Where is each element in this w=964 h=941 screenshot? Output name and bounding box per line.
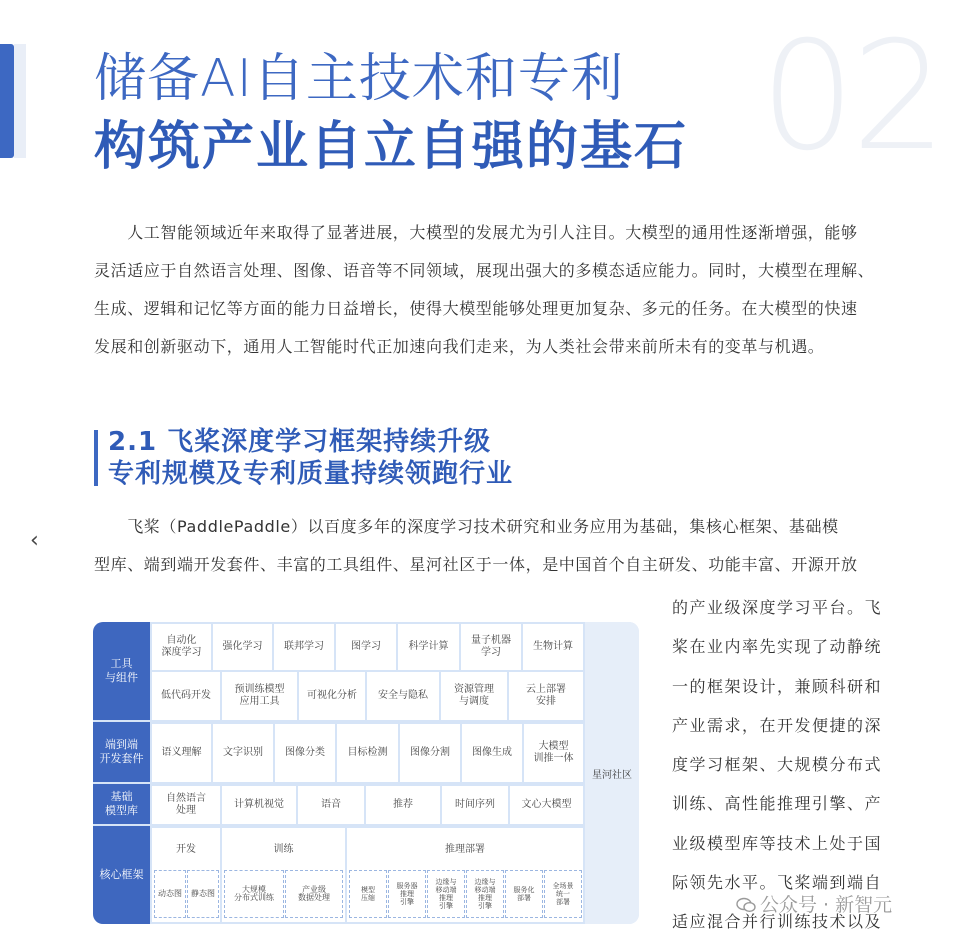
section-title bbox=[108, 426, 513, 490]
heading-line1: 储备AI自主技术和专利 bbox=[94, 49, 624, 109]
core-group-infer-label: 推理部署 bbox=[445, 844, 485, 855]
right-line: 训练、高性能推理引擎、产 bbox=[672, 794, 883, 814]
cell-kit: 图像分类 bbox=[275, 724, 335, 782]
section-paragraph bbox=[94, 508, 894, 584]
label-core: 核心框架 bbox=[93, 826, 150, 924]
cell-model: 推荐 bbox=[366, 786, 440, 824]
label-tools: 工具 与组件 bbox=[93, 622, 150, 722]
intro-line: 人工智能领域近年来取得了显著进展，大模型的发展尤为引人注目。大模型的通用性逐渐增强，能够 bbox=[94, 223, 858, 242]
core-item: 边缘与 移动端 推理 引擎 bbox=[466, 870, 504, 918]
chapter-number: 02 bbox=[760, 10, 943, 184]
back-chevron-icon[interactable]: ‹ bbox=[30, 528, 39, 553]
intro-line: 发展和创新驱动下，通用人工智能时代正加速向我们走来，为人类社会带来前所未有的变革与机遇。 bbox=[94, 337, 825, 356]
right-column-text bbox=[672, 588, 892, 941]
core-item: 产业级 数据处理 bbox=[285, 870, 343, 918]
cell-tool: 科学计算 bbox=[398, 624, 459, 670]
section-title-line1: 2.1 飞桨深度学习框架持续升级 bbox=[108, 427, 492, 457]
right-line: 际领先水平。飞桨端到端自 bbox=[672, 873, 883, 893]
cell-kit: 目标检测 bbox=[337, 724, 398, 782]
cell-model: 自然语言 处理 bbox=[152, 786, 220, 824]
chapter-accent-bar bbox=[0, 44, 14, 158]
right-line: 一的框架设计，兼顾科研和 bbox=[672, 676, 883, 696]
core-item: 动态图 bbox=[154, 870, 186, 918]
right-line: 的产业级深度学习平台。飞 bbox=[672, 598, 883, 617]
core-item: 边缘与 移动端 推理 引擎 bbox=[427, 870, 465, 918]
right-line: 桨在业内率先实现了动静统 bbox=[672, 637, 883, 657]
watermark bbox=[736, 890, 892, 917]
cell-tool: 量子机器 学习 bbox=[461, 624, 521, 670]
cell-tool: 联邦学习 bbox=[274, 624, 334, 670]
core-item: 模型 压缩 bbox=[349, 870, 387, 918]
core-item: 服务化 部署 bbox=[505, 870, 543, 918]
right-line: 适应混合并行训练技术以及 bbox=[672, 912, 883, 932]
cell-model: 语音 bbox=[298, 786, 364, 824]
cell-tool: 强化学习 bbox=[213, 624, 272, 670]
right-line: 产业需求，在开发便捷的深 bbox=[672, 715, 883, 735]
cell-tool: 低代码开发 bbox=[152, 672, 220, 720]
cell-kit: 大模型 训推一体 bbox=[524, 724, 583, 782]
intro-line: 灵活适应于自然语言处理、图像、语音等不同领域，展现出强大的多模态适应能力。同时，大模型在理解、 bbox=[94, 261, 875, 280]
right-line: 业级模型库等技术上处于国 bbox=[672, 833, 883, 853]
section-line: 型库、端到端开发套件、丰富的工具组件、星河社区于一体，是中国首个自主研发、功能丰富、开源开放 bbox=[94, 555, 858, 574]
cell-tool: 生物计算 bbox=[523, 624, 583, 670]
core-item: 大规模 分布式训练 bbox=[224, 870, 284, 918]
cell-kit: 图像生成 bbox=[462, 724, 522, 782]
label-models: 基础 模型库 bbox=[93, 784, 150, 826]
cell-tool: 安全与隐私 bbox=[367, 672, 439, 720]
heading-line2: 构筑产业自立自强的基石 bbox=[94, 117, 689, 177]
section-accent-bar bbox=[94, 430, 98, 486]
cell-model: 计算机视觉 bbox=[222, 786, 296, 824]
cell-model: 时间序列 bbox=[442, 786, 508, 824]
right-line: 度学习框架、大规模分布式 bbox=[672, 755, 883, 775]
watermark-text: 公众号 · 新智元 bbox=[760, 894, 893, 916]
intro-paragraph bbox=[94, 214, 894, 366]
paddle-architecture-diagram bbox=[93, 622, 639, 924]
cell-tool: 预训练模型 应用工具 bbox=[222, 672, 297, 720]
core-item: 全场景 统一 部署 bbox=[544, 870, 582, 918]
cell-tool: 资源管理 与调度 bbox=[441, 672, 507, 720]
core-item: 静态图 bbox=[187, 870, 219, 918]
core-group-dev-label: 开发 bbox=[176, 844, 196, 855]
core-item: 服务器 推理 引擎 bbox=[388, 870, 426, 918]
label-kits: 端到端 开发套件 bbox=[93, 722, 150, 784]
cell-tool: 图学习 bbox=[336, 624, 396, 670]
cell-tool: 自动化 深度学习 bbox=[152, 624, 211, 670]
section-line: 飞桨（PaddlePaddle）以百度多年的深度学习技术研究和业务应用为基础，集核心框架、基础模 bbox=[94, 517, 839, 536]
cell-tool: 云上部署 安排 bbox=[509, 672, 583, 720]
chapter-accent-bar-light bbox=[14, 44, 26, 158]
cell-kit: 图像分割 bbox=[400, 724, 460, 782]
wechat-icon bbox=[736, 897, 756, 913]
cell-tool: 可视化分析 bbox=[299, 672, 365, 720]
cell-model: 文心大模型 bbox=[510, 786, 583, 824]
cell-kit: 语义理解 bbox=[152, 724, 211, 782]
section-title-line2: 专利规模及专利质量持续领跑行业 bbox=[108, 459, 514, 489]
intro-line: 生成、逻辑和记忆等方面的能力日益增长，使得大模型能够处理更加复杂、多元的任务。在大模型的快速 bbox=[94, 299, 858, 318]
cell-kit: 文字识别 bbox=[213, 724, 273, 782]
xinghe-community: 星河社区 bbox=[585, 622, 639, 924]
core-group-train-label: 训练 bbox=[273, 844, 294, 855]
